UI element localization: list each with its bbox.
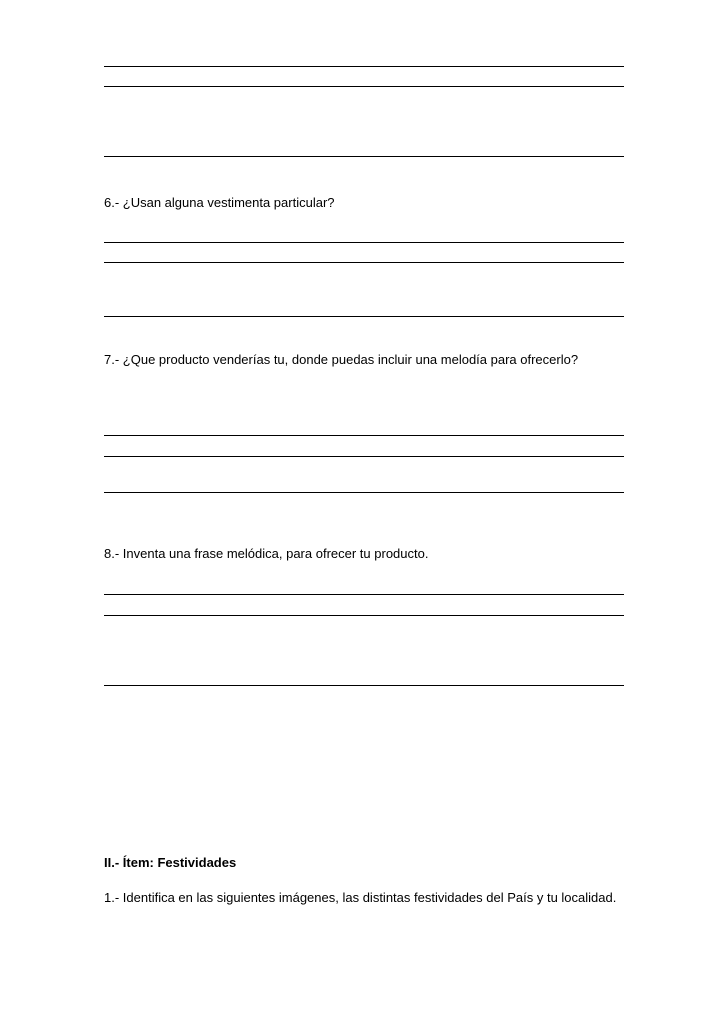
question-8: 8.- Inventa una frase melódica, para ofrecer tu producto. bbox=[104, 546, 429, 561]
section-heading: II.- Ítem: Festividades bbox=[104, 855, 237, 870]
answer-line bbox=[104, 615, 624, 616]
section-instruction: 1.- Identifica en las siguientes imágenes, las distintas festividades del País y tu localidad. bbox=[104, 890, 617, 905]
answer-line bbox=[104, 685, 624, 686]
answer-line bbox=[104, 242, 624, 243]
answer-line bbox=[104, 66, 624, 67]
question-7: 7.- ¿Que producto venderías tu, donde puedas incluir una melodía para ofrecerlo? bbox=[104, 352, 579, 367]
answer-line bbox=[104, 594, 624, 595]
question-6: 6.- ¿Usan alguna vestimenta particular? bbox=[104, 195, 335, 210]
answer-line bbox=[104, 262, 624, 263]
answer-line bbox=[104, 316, 624, 317]
answer-line bbox=[104, 492, 624, 493]
answer-line bbox=[104, 86, 624, 87]
answer-line bbox=[104, 435, 624, 436]
answer-line bbox=[104, 156, 624, 157]
answer-line bbox=[104, 456, 624, 457]
